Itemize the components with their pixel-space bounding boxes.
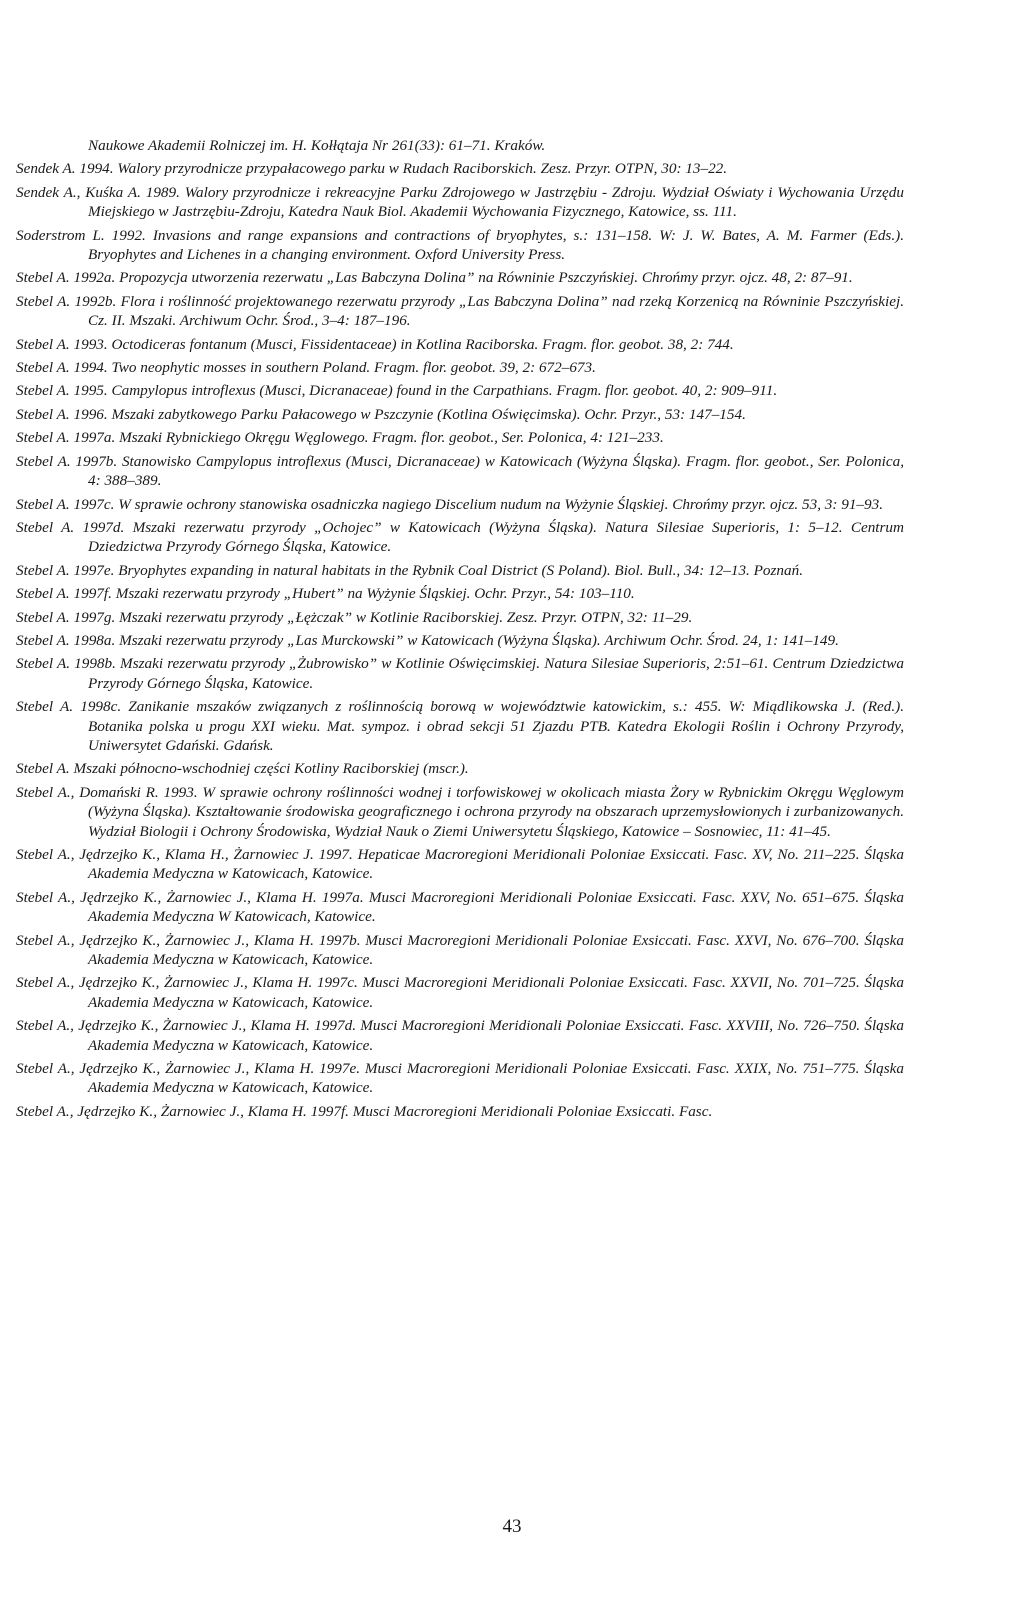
reference-entry: Stebel A. 1993. Octodiceras fontanum (Musci, Fissidentaceae) in Kotlina Raciborska. Fragm. flor. geobot. 38, 2: 744.: [16, 335, 734, 353]
page-number: 43: [502, 1516, 522, 1537]
reference-entry: Stebel A. 1996. Mszaki zabytkowego Parku Pałacowego w Pszczynie (Kotlina Oświęcimska). Ochr. Przyr., 53: 147–154.: [16, 405, 746, 423]
reference-entry: Stebel A. 1997g. Mszaki rezerwatu przyrody „Łężczak” w Kotlinie Raciborskiej. Zesz. Przyr. OTPN, 32: 11–29.: [16, 608, 693, 626]
reference-entry: Stebel A. 1995. Campylopus introflexus (Musci, Dicranaceae) found in the Carpathians. Fragm. flor. geobot. 40, 2: 909–911.: [16, 382, 778, 400]
reference-entry: Stebel A. 1998b. Mszaki rezerwatu przyrody „Żubrowisko” w Kotlinie Oświęcimskiej. Natura Silesiae Superioris, 2:51–61. Centrum Dziedzictwa Przyrody Górnego Śląska, Katowice.: [16, 655, 904, 692]
reference-entry: Stebel A., Jędrzejko K., Żarnowiec J., Klama H. 1997d. Musci Macroregioni Meridionali Poloniae Exsiccati. Fasc. XXVIII, No. 726–750. Śląska Akademia Medyczna w Katowicach, Katowice.: [16, 1017, 904, 1054]
reference-entry: Stebel A. 1997a. Mszaki Rybnickiego Okręgu Węglowego. Fragm. flor. geobot., Ser. Polonica, 4: 121–233.: [16, 429, 664, 447]
reference-entry: Stebel A. Mszaki północno-wschodniej części Kotliny Raciborskiej (mscr.).: [16, 760, 469, 778]
reference-entry: Naukowe Akademii Rolniczej im. H. Kołłątaja Nr 261(33): 61–71. Kraków.: [88, 137, 546, 154]
reference-entry: Stebel A. 1998c. Zanikanie mszaków związanych z roślinnością borową w województwie katowickim, s.: 455. W: Miądlikowska J. (Red.). Botanika polska u progu XXI wieku. Mat. sympoz. i obrad sekcji 51 Zjazdu PTB. Katedra Ekologii Roślin i Ochrony Przyrody, Uniwersytet Gdański. Gdańsk.: [16, 698, 904, 754]
reference-entry: Stebel A. 1997c. W sprawie ochrony stanowiska osadniczka nagiego Discelium nudum na Wyżynie Śląskiej. Chrońmy przyr. ojcz. 53, 3: 91–93.: [16, 495, 883, 513]
reference-entry: Soderstrom L. 1992. Invasions and range expansions and contractions of bryophytes, s.: 131–158. W: J. W. Bates, A. M. Farmer (Eds.). Bryophytes and Lichenes in a changing environment. Oxford University Press.: [16, 226, 904, 264]
reference-entry: Stebel A., Jędrzejko K., Żarnowiec J., Klama H. 1997c. Musci Macroregioni Meridionali Poloniae Exsiccati. Fasc. XXVII, No. 701–725. Śląska Akademia Medyczna w Katowicach, Katowice.: [16, 974, 904, 1011]
reference-entry: Stebel A., Jędrzejko K., Klama H., Żarnowiec J. 1997. Hepaticae Macroregioni Meridionali Poloniae Exsiccati. Fasc. XV, No. 211–225. Śląska Akademia Medyczna w Katowicach, Katowice.: [16, 846, 904, 883]
reference-entry: Stebel A., Jędrzejko K., Żarnowiec J., Klama H. 1997e. Musci Macroregioni Meridionali Poloniae Exsiccati. Fasc. XXIX, No. 751–775. Śląska Akademia Medyczna w Katowicach, Katowice.: [16, 1060, 904, 1097]
reference-entry: Stebel A., Jędrzejko K., Żarnowiec J., Klama H. 1997b. Musci Macroregioni Meridionali Poloniae Exsiccati. Fasc. XXVI, No. 676–700. Śląska Akademia Medyczna w Katowicach, Katowice.: [16, 931, 904, 969]
reference-entry: Stebel A., Jędrzejko K., Żarnowiec J., Klama H. 1997a. Musci Macroregioni Meridionali Poloniae Exsiccati. Fasc. XXV, No. 651–675. Śląska Akademia Medyczna W Katowicach, Katowice.: [16, 888, 904, 926]
reference-entry: Stebel A. 1992b. Flora i roślinność projektowanego rezerwatu przyrody „Las Babczyna Dolina” nad rzeką Korzenicą na Równinie Pszczyńskiej. Cz. II. Mszaki. Archiwum Ochr. Środ., 3–4: 187–196.: [16, 292, 904, 330]
reference-entry: Stebel A. 1997b. Stanowisko Campylopus introflexus (Musci, Dicranaceae) w Katowicach (Wyżyna Śląska). Fragm. flor. geobot., Ser. Polonica, 4: 388–389.: [16, 452, 904, 490]
reference-entry: Stebel A. 1997d. Mszaki rezerwatu przyrody „Ochojec” w Katowicach (Wyżyna Śląska). Natura Silesiae Superioris, 1: 5–12. Centrum Dziedzictwa Przyrody Górnego Śląska, Katowice.: [16, 518, 904, 556]
reference-entry: Stebel A., Domański R. 1993. W sprawie ochrony roślinności wodnej i torfowiskowej w okolicach miasta Żory w Rybnickim Okręgu Węglowym (Wyżyna Śląska). Kształtowanie środowiska geograficznego i ochrona przyrody na obszarach uprzemysłowionych i zurbanizowanych. Wydział Biologii i Ochrony Środowiska, Wydział Nauk o Ziemi Uniwersytetu Śląskiego, Katowice – Sosnowiec, 11: 41–45.: [16, 783, 904, 840]
reference-entry: Stebel A., Jędrzejko K., Żarnowiec J., Klama H. 1997f. Musci Macroregioni Meridionali Poloniae Exsiccati. Fasc.: [16, 1102, 713, 1120]
reference-entry: Stebel A. 1994. Two neophytic mosses in southern Poland. Fragm. flor. geobot. 39, 2: 672–673.: [16, 359, 596, 377]
reference-entry: Sendek A. 1994. Walory przyrodnicze przypałacowego parku w Rudach Raciborskich. Zesz. Przyr. OTPN, 30: 13–22.: [16, 160, 728, 178]
reference-entry: Stebel A. 1998a. Mszaki rezerwatu przyrody „Las Murckowski” w Katowicach (Wyżyna Śląska). Archiwum Ochr. Środ. 24, 1: 141–149.: [16, 631, 839, 649]
reference-entry: Stebel A. 1997f. Mszaki rezerwatu przyrody „Hubert” na Wyżynie Śląskiej. Ochr. Przyr., 54: 103–110.: [16, 585, 635, 603]
reference-entry: Stebel A. 1992a. Propozycja utworzenia rezerwatu „Las Babczyna Dolina” na Równinie Pszczyńskiej. Chrońmy przyr. ojcz. 48, 2: 87–91.: [16, 269, 853, 287]
reference-entry: Stebel A. 1997e. Bryophytes expanding in natural habitats in the Rybnik Coal District (S Poland). Biol. Bull., 34: 12–13. Poznań.: [16, 561, 803, 579]
reference-entry: Sendek A., Kuśka A. 1989. Walory przyrodnicze i rekreacyjne Parku Zdrojowego w Jastrzębiu - Zdroju. Wydział Oświaty i Wychowania Urzędu Miejskiego w Jastrzębiu-Zdroju, Katedra Nauk Biol. Akademii Wychowania Fizycznego, Katowice, ss. 111.: [16, 183, 904, 221]
reference-list: [16, 136, 904, 1125]
